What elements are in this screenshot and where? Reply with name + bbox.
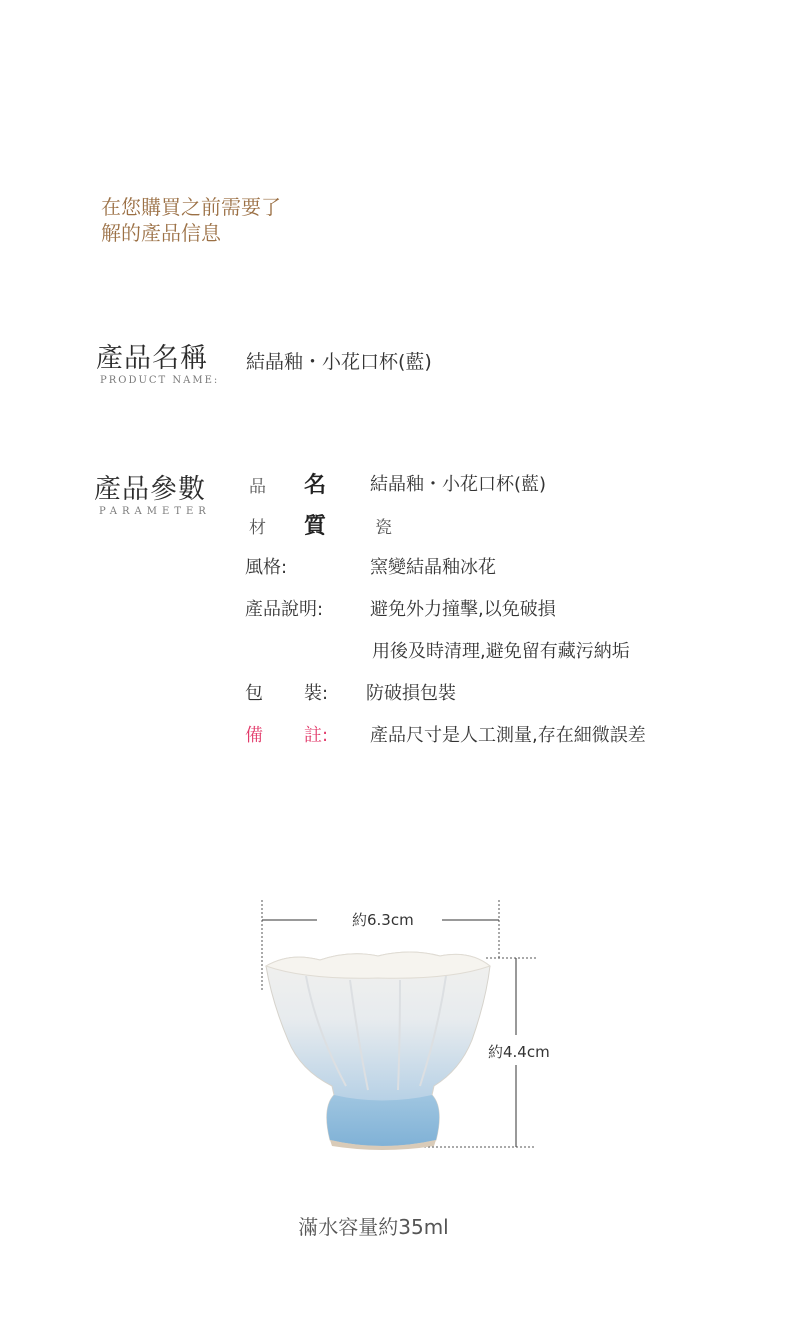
intro-line-1: 在您購買之前需要了 xyxy=(101,195,281,219)
width-label: 約6.3cm xyxy=(352,911,414,929)
intro-text xyxy=(101,194,321,246)
product-name-title: 產品名稱 xyxy=(96,343,208,374)
product-name-subtitle: PRODUCT NAME: xyxy=(100,375,220,386)
product-name-value: 結晶釉・小花口杯(藍) xyxy=(246,351,432,373)
param-label-b: 質 xyxy=(304,514,327,539)
param-value: 窯變結晶釉冰花 xyxy=(370,557,496,578)
capacity-caption: 滿水容量約35ml xyxy=(298,1215,449,1239)
intro-line-2: 解的產品信息 xyxy=(101,221,221,245)
param-label-b: 名 xyxy=(304,473,327,498)
parameter-subtitle: PARAMETER xyxy=(99,506,211,517)
param-label: 風格: xyxy=(245,557,288,578)
param-label-a: 包 xyxy=(245,683,263,704)
param-value-2: 用後及時清理,避免留有藏污納垢 xyxy=(372,641,630,662)
height-label: 約4.4cm xyxy=(488,1043,550,1061)
cup-diagram xyxy=(250,890,570,1170)
param-value: 瓷 xyxy=(375,518,392,538)
param-label-a: 材 xyxy=(249,518,266,538)
param-label-b: 裝: xyxy=(304,683,329,704)
param-value: 產品尺寸是人工測量,存在細微誤差 xyxy=(370,725,646,746)
cup-illustration xyxy=(250,890,570,1170)
param-label-a: 備 xyxy=(245,725,263,746)
parameter-title: 產品參數 xyxy=(94,474,206,505)
param-label: 產品說明: xyxy=(245,599,324,620)
param-value: 結晶釉・小花口杯(藍) xyxy=(370,474,547,495)
param-value: 防破損包裝 xyxy=(366,683,456,704)
param-label-a: 品 xyxy=(249,477,266,497)
param-value: 避免外力撞擊,以免破損 xyxy=(370,599,556,620)
param-label-b: 註: xyxy=(304,725,329,746)
